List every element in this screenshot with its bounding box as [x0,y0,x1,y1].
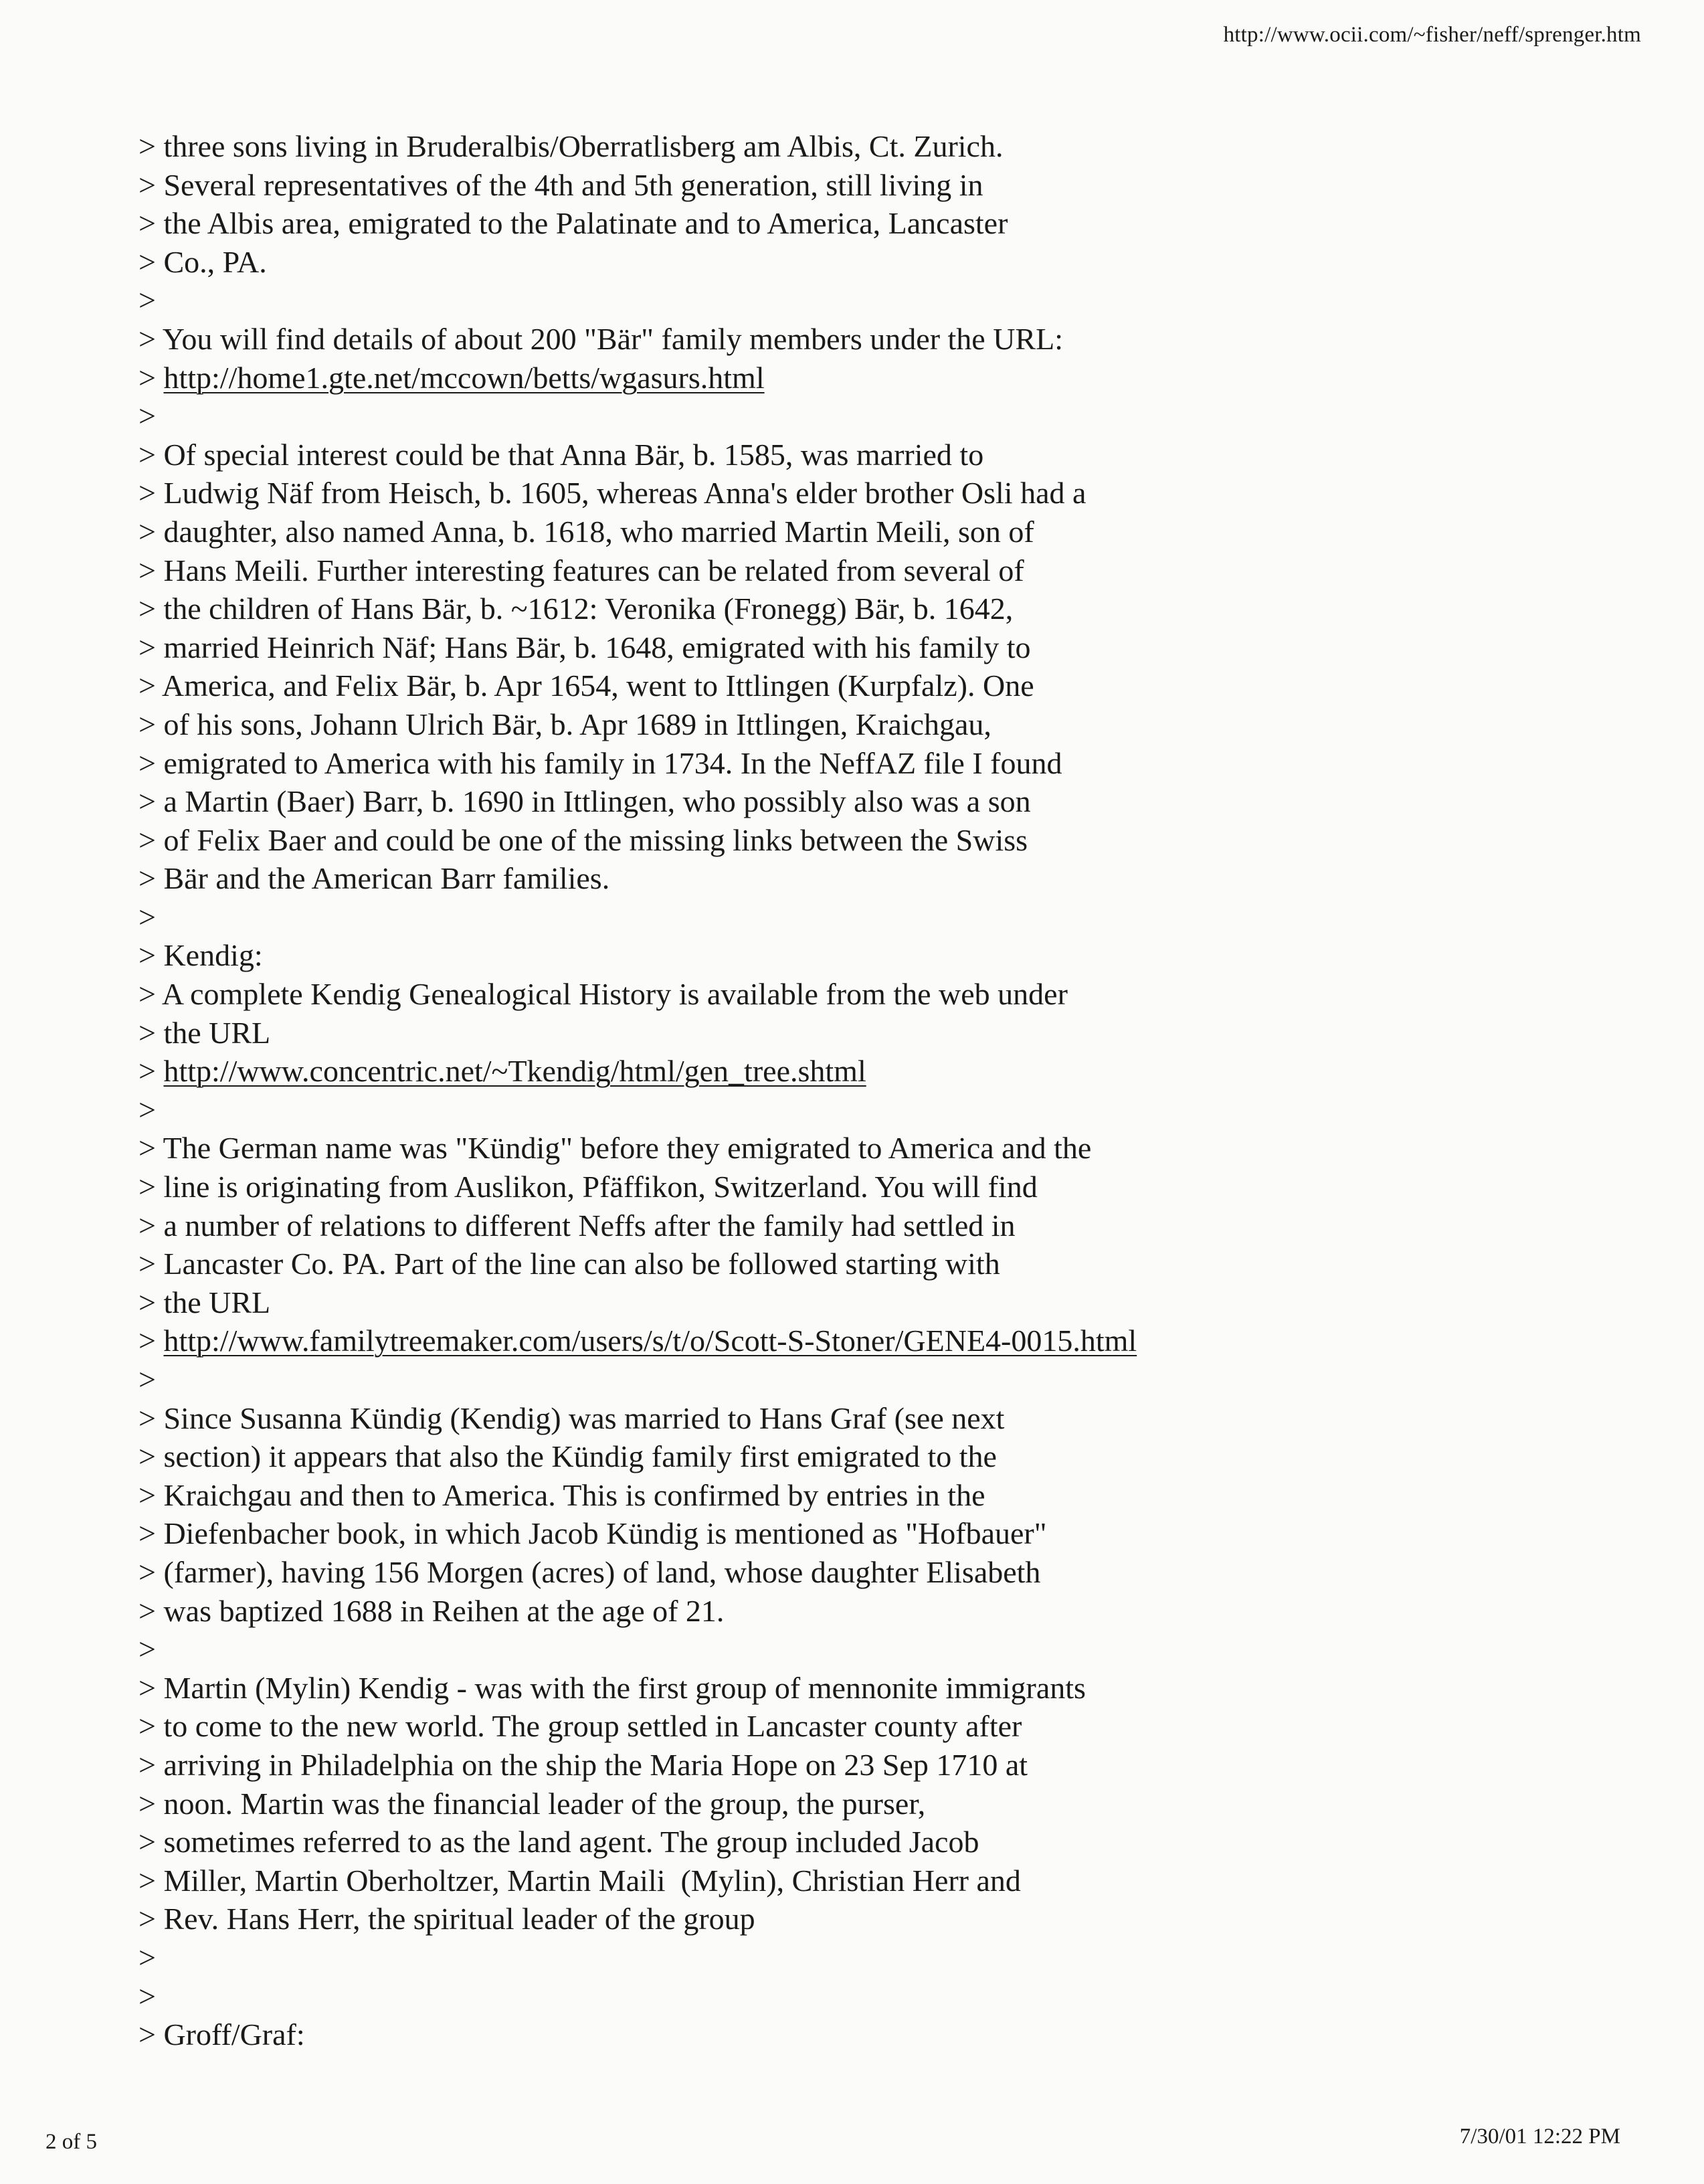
quote-marker: > [138,1825,164,1859]
quoted-url-line [138,1322,1543,1360]
line-text: Martin (Mylin) Kendig - was with the first group of mennonite immigrants [163,1670,1086,1705]
line-text: arriving in Philadelphia on the ship the Maria Hope on 23 Sep 1710 at [163,1747,1028,1782]
quoted-line [138,551,1543,590]
quoted-line [138,975,1543,1014]
line-text: Diefenbacher book, in which Jacob Kündig is mentioned as "Hofbauer" [163,1516,1047,1551]
quoted-line [138,474,1543,513]
quoted-url-line [138,1052,1543,1091]
quote-marker: > [138,437,164,472]
print-datetime: 7/30/01 12:22 PM [1459,2124,1620,2149]
quoted-line [138,1245,1543,1283]
quote-marker: > [138,668,162,703]
line-text: the URL [163,1015,271,1050]
line-text: America, and Felix Bär, b. Apr 1654, went to Ittlingen (Kurpfalz). One [161,668,1034,703]
quoted-line [138,204,1543,243]
url-link[interactable]: http://www.concentric.net/~Tkendig/html/gen_tree.shtml [163,1054,866,1089]
quoted-line [138,1707,1543,1746]
quote-marker: > [138,592,164,626]
quote-marker: > [138,1439,164,1474]
quote-marker: > [138,1285,164,1320]
quoted-line [138,628,1543,667]
line-text: three sons living in Bruderalbis/Oberratlisberg am Albis, Ct. Zurich. [163,129,1004,163]
quote-marker: > [138,707,164,741]
line-text: Kendig: [163,938,263,973]
url-link[interactable]: http://www.familytreemaker.com/users/s/t/o/Scott-S-Stoner/GENE4-0015.html [163,1324,1137,1358]
quoted-line [138,782,1543,821]
quoted-line [138,1553,1543,1592]
quoted-line [138,1514,1543,1553]
quoted-line [138,589,1543,628]
quoted-line [138,1206,1543,1245]
quoted-line [138,1785,1543,1823]
quote-marker: > [138,1170,164,1204]
quoted-line [138,1283,1543,1322]
quote-marker: > [138,399,156,434]
line-text: Several representatives of the 4th and 5th generation, still living in [163,167,983,202]
page-url-header: http://www.ocii.com/~fisher/neff/sprenger.htm [1223,23,1641,47]
quoted-line [138,166,1543,205]
line-text: a number of relations to different Neffs after the family had settled in [163,1208,1016,1243]
quoted-line [138,821,1543,860]
quote-marker: > [138,1747,164,1782]
line-text: a Martin (Baer) Barr, b. 1690 in Ittlingen, who possibly also was a son [163,784,1031,819]
quote-marker: > [138,630,164,664]
quoted-line [138,898,1543,937]
line-text: noon. Martin was the financial leader of the group, the purser, [163,1786,926,1821]
quote-marker: > [138,129,164,163]
quoted-line [138,320,1543,359]
line-text: You will find details of about 200 "Bär" family members under the URL: [162,321,1063,356]
quote-marker: > [138,977,162,1012]
quoted-line [138,1938,1543,1977]
line-text: Of special interest could be that Anna Bär, b. 1585, was married to [163,437,984,472]
line-text: line is originating from Auslikon, Pfäffikon, Switzerland. You will find [163,1170,1038,1204]
quote-marker: > [138,1208,164,1243]
line-text: (farmer), having 156 Morgen (acres) of land, whose daughter Elisabeth [163,1554,1041,1589]
url-link[interactable]: http://home1.gte.net/mccown/betts/wgasurs.html [163,360,765,395]
quoted-line [138,1861,1543,1900]
line-text: the children of Hans Bär, b. ~1612: Veronika (Fronegg) Bär, b. 1642, [163,592,1014,626]
quote-marker: > [138,360,164,395]
line-text: of his sons, Johann Ulrich Bär, b. Apr 1689 in Ittlingen, Kraichgau, [163,707,991,741]
quote-marker: > [138,1979,156,2013]
line-text: Ludwig Näf from Heisch, b. 1605, whereas Anna's elder brother Osli had a [163,476,1086,511]
quoted-line [138,1360,1543,1399]
quote-marker: > [138,1400,164,1435]
quote-marker: > [138,1670,164,1705]
quoted-url-line [138,359,1543,397]
quote-marker: > [138,1477,164,1512]
quoted-line [138,1630,1543,1669]
quoted-line [138,1437,1543,1476]
quote-marker: > [138,861,164,896]
quoted-line [138,705,1543,744]
quote-marker: > [138,476,164,511]
line-text: A complete Kendig Genealogical History is available from the web under [161,977,1068,1012]
quote-marker: > [138,244,164,279]
quoted-line [138,513,1543,551]
quote-marker: > [138,1786,164,1821]
quoted-line [138,127,1543,166]
quoted-line [138,1900,1543,1938]
quoted-line [138,1091,1543,1129]
quote-marker: > [138,1015,164,1050]
quote-marker: > [138,206,164,241]
quote-marker: > [138,1131,163,1166]
quote-marker: > [138,1632,156,1667]
quoted-line [138,1168,1543,1206]
quote-marker: > [138,899,156,934]
quote-marker: > [138,1593,164,1628]
line-text: was baptized 1688 in Reihen at the age of 21. [163,1593,725,1628]
line-text: Hans Meili. Further interesting features can be related from several of [163,553,1024,587]
quoted-line [138,281,1543,320]
line-text: Rev. Hans Herr, the spiritual leader of the group [163,1902,755,1936]
quote-marker: > [138,283,156,318]
line-text: emigrated to America with his family in 1734. In the NeffAZ file I found [163,745,1062,780]
quoted-line [138,1399,1543,1438]
email-quoted-text [138,127,1543,2054]
quote-marker: > [138,321,163,356]
quote-marker: > [138,1247,164,1281]
quote-marker: > [138,1324,164,1358]
quote-marker: > [138,1863,164,1898]
quoted-line [138,1592,1543,1631]
quoted-line [138,1014,1543,1053]
quote-marker: > [138,553,164,587]
quote-marker: > [138,1709,164,1744]
quote-marker: > [138,1516,164,1551]
quote-marker: > [138,514,164,549]
line-text: Kraichgau and then to America. This is confirmed by entries in the [163,1477,985,1512]
quote-marker: > [138,938,164,973]
line-text: Co., PA. [163,244,267,279]
quote-marker: > [138,784,164,819]
line-text: sometimes referred to as the land agent. The group included Jacob [163,1825,979,1859]
line-text: section) it appears that also the Kündig family first emigrated to the [163,1439,997,1474]
quoted-line [138,1977,1543,2016]
quote-marker: > [138,822,164,857]
line-text: of Felix Baer and could be one of the missing links between the Swiss [163,822,1028,857]
quoted-line [138,936,1543,975]
line-text: the URL [163,1285,271,1320]
quote-marker: > [138,1054,164,1089]
quoted-line [138,744,1543,783]
quoted-line [138,2015,1543,2054]
line-text: The German name was "Kündig" before they emigrated to America and the [163,1131,1092,1166]
quoted-line [138,1476,1543,1515]
line-text: Bär and the American Barr families. [163,861,610,896]
quoted-line [138,436,1543,474]
line-text: married Heinrich Näf; Hans Bär, b. 1648, emigrated with his family to [163,630,1031,664]
quote-marker: > [138,1092,156,1127]
page-number: 2 of 5 [45,2130,97,2154]
quoted-line [138,1669,1543,1708]
quoted-line [138,1823,1543,1861]
quote-marker: > [138,1554,164,1589]
line-text: Lancaster Co. PA. Part of the line can also be followed starting with [163,1247,1000,1281]
quote-marker: > [138,2017,164,2052]
quote-marker: > [138,1940,156,1975]
quoted-line [138,1746,1543,1785]
line-text: Miller, Martin Oberholtzer, Martin Maili (Mylin), Christian Herr and [163,1863,1021,1898]
line-text: Since Susanna Kündig (Kendig) was married to Hans Graf (see next [163,1400,1005,1435]
quoted-line [138,1129,1543,1168]
line-text: the Albis area, emigrated to the Palatinate and to America, Lancaster [163,206,1008,241]
quoted-line [138,397,1543,436]
quoted-line [138,859,1543,898]
quote-marker: > [138,1362,156,1396]
quoted-line [138,666,1543,705]
quoted-line [138,243,1543,282]
quote-marker: > [138,167,164,202]
quote-marker: > [138,745,164,780]
line-text: to come to the new world. The group settled in Lancaster county after [163,1709,1022,1744]
line-text: daughter, also named Anna, b. 1618, who married Martin Meili, son of [163,514,1034,549]
line-text: Groff/Graf: [163,2017,305,2052]
quote-marker: > [138,1902,164,1936]
